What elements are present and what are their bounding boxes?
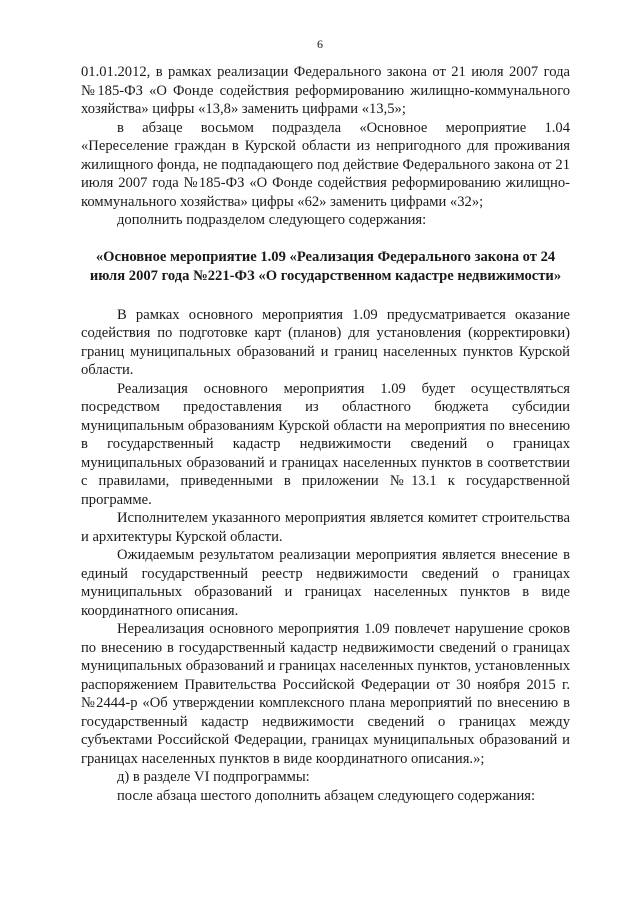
section-heading: «Основное мероприятие 1.09 «Реализация Федерального закона от 24 июля 2007 года №221-ФЗ «О государственном кадастре недвижимости» <box>89 248 562 284</box>
paragraph-continuation: 01.01.2012, в рамках реализации Федерального закона от 21 июля 2007 года №185-ФЗ «О Фонде содействия реформированию жилищно-коммунального хозяйства» цифры «13,8» заменить цифрами «13,5»; <box>81 64 570 117</box>
paragraph-add-subsection: дополнить подразделом следующего содержания: <box>117 212 427 228</box>
paragraph-scope: В рамках основного мероприятия 1.09 предусматривается оказание содействия по подготовке карт (планов) для установления (корректировки) границ муниципальных образований и границ населенных пунктов Курской области. <box>81 306 570 378</box>
paragraph-amendment-1-04: в абзаце восьмом подраздела «Основное мероприятие 1.04 «Переселение граждан в Курской области из непригодного для проживания жилищного фонда, не подпадающего под действие Федерального закона от 21 июля 2007 года №185-ФЗ «О Фонде содействия реформированию жилищно-коммунального хозяйства» цифры «62» заменить цифрами «32»; <box>81 119 570 210</box>
document-body <box>81 63 570 805</box>
paragraph-non-implementation: Нереализация основного мероприятия 1.09 повлечет нарушение сроков по внесению в государственный кадастр недвижимости сведений о границах муниципальных образований и границах населенных пунктов, установленных распоряжением Правительства Российской Федерации от 30 ноября 2015 г. №2444-р «Об утверждении комплексного плана мероприятий по внесению в государственный кадастр недвижимости сведений о границах между субъектами Российской Федерации, границах муниципальных образований и границах населенных пунктов в виде координатного описания.»; <box>81 621 570 767</box>
page-number: 6 <box>317 37 323 51</box>
paragraph-executor: Исполнителем указанного мероприятия является комитет строительства и архитектуры Курской области. <box>81 510 570 545</box>
paragraph-after-sixth: после абзаца шестого дополнить абзацем следующего содержания: <box>117 787 536 804</box>
paragraph-implementation: Реализация основного мероприятия 1.09 будет осуществляться посредством предоставления из областного бюджета субсидии муниципальным образованиям Курской области на мероприятия по внесению в государственный кадастр недвижимости сведений о границах муниципальных образований и границах населенных пунктов в соответствии с правилами, приведенными в приложении №13.1 к государственной программе. <box>81 380 570 508</box>
paragraph-expected-result: Ожидаемым результатом реализации мероприятия является внесение в единый государственный реестр недвижимости сведений о границах муниципальных образований и границах населенных пунктов в виде координатного описания. <box>81 547 570 619</box>
paragraph-section-vi: д) в разделе VI подпрограммы: <box>117 769 310 785</box>
